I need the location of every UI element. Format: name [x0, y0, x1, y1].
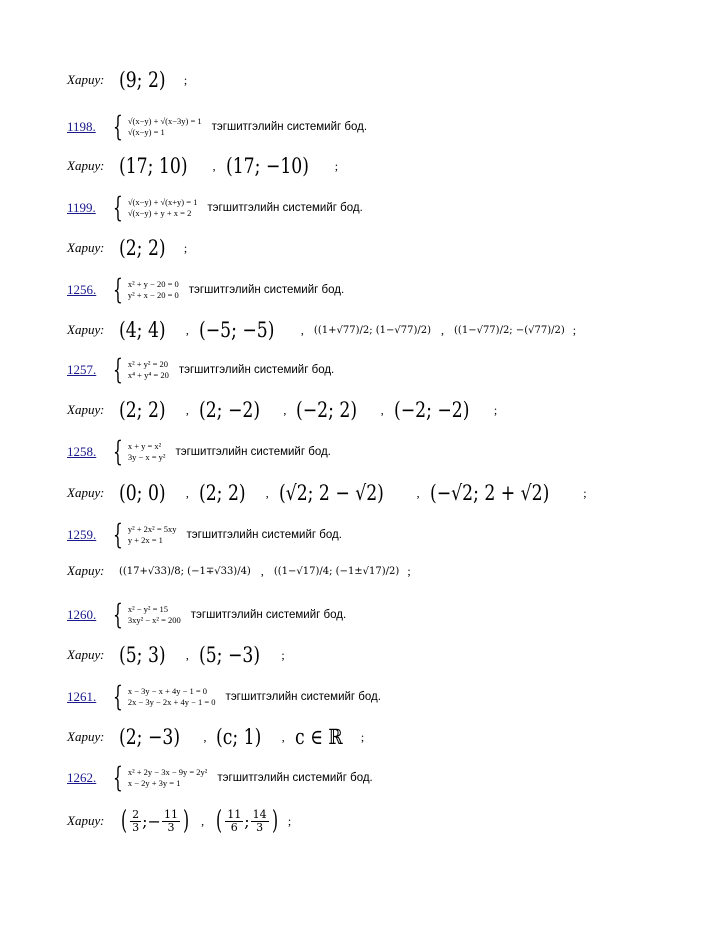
- separator: ,: [380, 402, 384, 417]
- equation-system: [109, 435, 166, 468]
- terminator: ;: [360, 729, 365, 744]
- equation: √(x−y) = 1: [127, 127, 165, 137]
- task-text: тэгшитгэлийн системийг бод.: [225, 691, 381, 703]
- paren-right: ): [271, 806, 278, 836]
- system-brace: {: [113, 353, 123, 386]
- terminator: ;: [183, 72, 188, 87]
- numerator: 11: [163, 807, 178, 821]
- task-text: тэгшитгэлийн системийг бод.: [186, 529, 342, 541]
- problem-number-link[interactable]: 1262.: [67, 770, 97, 785]
- problem-row: [67, 761, 373, 794]
- problem-number-link[interactable]: 1260.: [67, 607, 97, 622]
- terminator: ;: [583, 485, 587, 500]
- problem-row: [67, 598, 347, 631]
- system-brace: {: [113, 518, 123, 551]
- solution: (9; 2): [119, 68, 166, 92]
- numerator: 11: [227, 807, 242, 821]
- solution-fraction-pair: [119, 808, 191, 834]
- terminator: ;: [281, 647, 285, 662]
- answer-row: [67, 563, 411, 579]
- answer-label: Хариу:: [67, 158, 105, 173]
- equation: √(x−y) + √(x+y) = 1: [127, 197, 198, 207]
- answer-label: Хариу:: [67, 402, 105, 417]
- sign: −: [147, 811, 161, 831]
- terminator: ;: [407, 563, 411, 578]
- problem-row: [67, 110, 368, 143]
- system-brace: {: [113, 435, 123, 468]
- denominator: 3: [167, 820, 175, 834]
- task-text: тэгшитгэлийн системийг бод.: [175, 446, 331, 458]
- equation-system: [109, 518, 177, 551]
- equations: [128, 197, 198, 219]
- answer-label: Хариу:: [67, 240, 105, 255]
- answer-label: Хариу:: [67, 729, 105, 744]
- task-text: тэгшитгэлийн системийг бод.: [217, 772, 373, 784]
- answer-row: [67, 808, 291, 834]
- equation: x − 3y − x + 4y − 1 = 0: [127, 686, 208, 696]
- equation: x² + y − 20 = 0: [127, 279, 179, 289]
- equation: y + 2x = 1: [127, 535, 163, 545]
- separator: ,: [212, 158, 216, 173]
- equation: x² + 2y − 3x − 9y = 2y²: [127, 767, 208, 777]
- problem-number-link[interactable]: 1256.: [67, 282, 97, 297]
- solution: ((1−√17)/4; (−1±√17)/2): [273, 565, 400, 577]
- equations: [128, 767, 208, 789]
- equation-system: [109, 110, 202, 143]
- equation: x² + y² = 20: [127, 359, 169, 369]
- solution: (2; 2): [119, 236, 166, 260]
- task-text: тэгшитгэлийн системийг бод.: [188, 284, 345, 296]
- answer-label: Хариу:: [67, 485, 105, 500]
- fraction: [225, 809, 243, 834]
- terminator: ;: [183, 240, 188, 255]
- solution: (5; −3): [198, 643, 260, 667]
- solution: (17; −10): [225, 154, 309, 178]
- denominator: 3: [132, 820, 140, 834]
- answer-row: [67, 154, 338, 178]
- solution: ((1−√77)/2; −(√77)/2): [454, 324, 565, 336]
- problem-number-link[interactable]: 1261.: [67, 689, 97, 704]
- denominator: 6: [230, 820, 238, 834]
- solution-fraction-pair: [214, 808, 280, 834]
- problem-number-link[interactable]: 1257.: [67, 362, 97, 377]
- separator: ,: [441, 322, 445, 337]
- equations: [128, 604, 181, 626]
- terminator: ;: [572, 322, 577, 337]
- answer-label: Хариу:: [67, 647, 105, 662]
- system-brace: {: [113, 110, 123, 143]
- task-text: тэгшитгэлийн системийг бод.: [207, 202, 363, 214]
- separator: ,: [260, 563, 264, 578]
- solution: (2; 2): [119, 398, 166, 422]
- solution: (4; 4): [119, 318, 166, 342]
- pair-semicolon: ;: [244, 811, 250, 831]
- task-text: тэгшитгэлийн системийг бод.: [178, 364, 335, 376]
- answer-label: Хариу:: [67, 72, 105, 87]
- separator: ,: [416, 485, 420, 500]
- problem-row: [67, 273, 345, 306]
- equation: √(x−y) + √(x−3y) = 1: [127, 116, 202, 126]
- equation: 3xy² − x² = 200: [127, 615, 181, 625]
- system-brace: {: [113, 191, 123, 224]
- equation: y² + 2x² = 5xy: [127, 524, 177, 534]
- equation-system: [109, 191, 198, 224]
- problem-row: [67, 353, 335, 386]
- fraction: [130, 809, 141, 834]
- answer-label: Хариу:: [67, 563, 105, 578]
- solution: (−2; 2): [296, 398, 358, 422]
- equation: 3y − x = y²: [127, 452, 166, 462]
- separator: ,: [203, 729, 207, 744]
- problem-row: [67, 435, 331, 468]
- separator: ,: [201, 813, 205, 828]
- paren-left: (: [121, 806, 128, 836]
- problem-number-link[interactable]: 1258.: [67, 444, 97, 459]
- task-text: тэгшитгэлийн системийг бод.: [211, 121, 368, 133]
- numerator: 2: [132, 807, 140, 821]
- terminator: ;: [493, 402, 498, 417]
- problem-number-link[interactable]: 1198.: [67, 119, 96, 134]
- answer-label: Хариу:: [67, 322, 105, 337]
- equation: x − 2y + 3y = 1: [127, 778, 181, 788]
- system-brace: {: [113, 598, 123, 631]
- equation: x + y = x²: [127, 441, 162, 451]
- separator: ,: [185, 485, 189, 500]
- system-brace: {: [113, 761, 123, 794]
- equations: [128, 279, 179, 301]
- system-brace: {: [113, 680, 123, 713]
- equations: [128, 116, 202, 138]
- solution: (2; 2): [198, 481, 246, 505]
- solution: (17; 10): [119, 154, 188, 178]
- solution: (√2; 2 − √2): [278, 481, 384, 505]
- answer-row: [67, 481, 587, 505]
- numerator: 14: [252, 807, 267, 821]
- equation: x² − y² = 15: [127, 604, 169, 614]
- paren-left: (: [216, 806, 223, 836]
- separator: ,: [185, 322, 189, 337]
- separator: ,: [185, 647, 189, 662]
- answer-row: [67, 398, 497, 422]
- solution: (−2; −2): [393, 398, 470, 422]
- solution: (c; 1): [216, 725, 262, 749]
- equations: [128, 686, 216, 708]
- problem-row: [67, 518, 342, 551]
- equation-system: [109, 598, 181, 631]
- terminator: ;: [334, 158, 339, 173]
- solution: (2; −3): [119, 725, 181, 749]
- equation: 2x − 3y − 2x + 4y − 1 = 0: [127, 697, 216, 707]
- separator: ,: [300, 322, 304, 337]
- answer-label: Хариу:: [67, 813, 105, 828]
- separator: ,: [283, 402, 287, 417]
- separator: ,: [185, 402, 189, 417]
- problem-number-link[interactable]: 1199.: [67, 200, 96, 215]
- solution: (2; −2): [198, 398, 260, 422]
- answer-row: [67, 318, 576, 342]
- paren-right: ): [182, 806, 190, 836]
- equation-system: [109, 680, 216, 713]
- problem-row: [67, 191, 363, 224]
- task-text: тэгшитгэлийн системийг бод.: [190, 609, 347, 621]
- pair-semicolon: ;: [142, 811, 148, 831]
- equation: y² + x − 20 = 0: [127, 290, 179, 300]
- separator: ,: [281, 729, 285, 744]
- denominator: 3: [256, 820, 264, 834]
- equation: √(x−y) + y + x = 2: [127, 208, 192, 218]
- problem-row: [67, 680, 381, 713]
- solution: (5; 3): [119, 643, 166, 667]
- equations: [128, 441, 166, 463]
- solution: c ∈ ℝ: [294, 725, 343, 749]
- equation-system: [109, 353, 169, 386]
- answer-row: [67, 643, 285, 667]
- solution: ((17+√33)/8; (−1∓√33)/4): [119, 565, 251, 577]
- separator: ,: [265, 485, 269, 500]
- equations: [128, 524, 177, 546]
- equations: [128, 359, 169, 381]
- answer-row: [67, 725, 364, 749]
- equation: x⁴ + y⁴ = 20: [127, 370, 169, 380]
- solution: (−√2; 2 + √2): [429, 481, 549, 505]
- equation-system: [109, 273, 179, 306]
- answer-row: [67, 236, 187, 260]
- solution: (−5; −5): [198, 318, 275, 342]
- fraction: [251, 809, 269, 834]
- answer-row: [67, 68, 187, 92]
- solution: (0; 0): [119, 481, 166, 505]
- system-brace: {: [113, 273, 123, 306]
- fraction: [162, 809, 180, 834]
- problem-number-link[interactable]: 1259.: [67, 527, 97, 542]
- equation-system: [109, 761, 208, 794]
- terminator: ;: [287, 813, 292, 828]
- solution: ((1+√77)/2; (1−√77)/2): [313, 324, 432, 336]
